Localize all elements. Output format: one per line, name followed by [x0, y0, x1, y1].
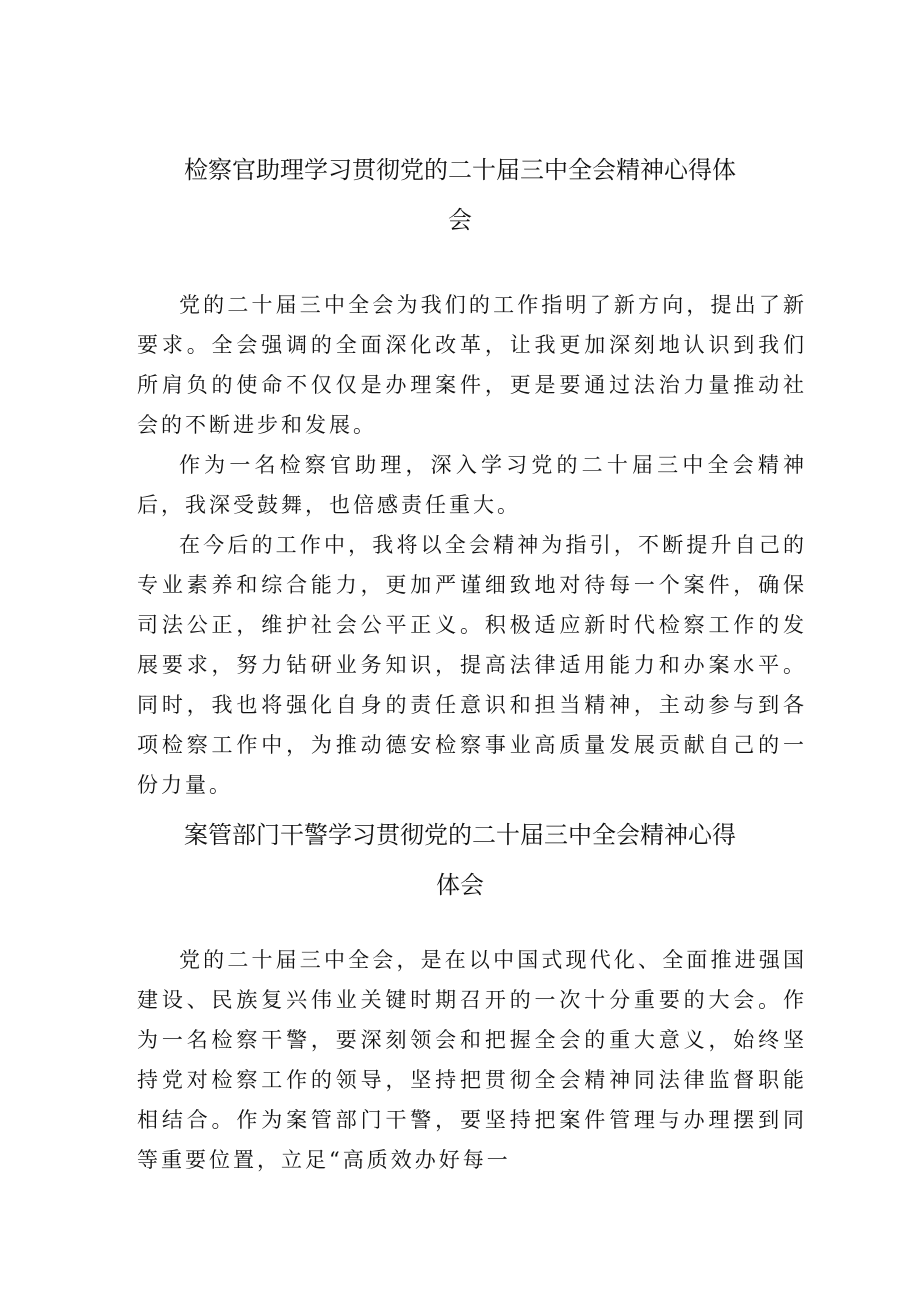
- article-1-title: [150, 145, 770, 245]
- article-1-title-line-1: 检察官助理学习贯彻党的二十届三中全会精神心得体: [184, 156, 736, 184]
- article-2-title-line-2: 体会: [436, 871, 484, 899]
- article-1-paragraph-2: 作为一名检察官助理，深入学习党的二十届三中全会精神后，我深受鼓舞，也倍感责任重大。: [137, 453, 807, 517]
- article-2-body: [137, 940, 807, 1180]
- article-1-title-line-2: 会: [448, 206, 472, 234]
- article-2-title: [150, 810, 770, 910]
- article-1-paragraph-1: 党的二十届三中全会为我们的工作指明了新方向，提出了新要求。全会强调的全面深化改革，让我更加深刻地认识到我们所肩负的使命不仅仅是办理案件，更是要通过法治力量推动社会的不断进步和发展。: [137, 293, 807, 437]
- article-2-paragraph-1: 党的二十届三中全会，是在以中国式现代化、全面推进强国建设、民族复兴伟业关键时期召开的一次十分重要的大会。作为一名检察干警，要深刻领会和把握全会的重大意义，始终坚持党对检察工作的领导，坚持把贯彻全会精神同法律监督职能相结合。作为案管部门干警，要坚持把案件管理与办理摆到同等重要位置，立足“高质效办好每一: [137, 948, 807, 1172]
- article-1-body: [137, 285, 807, 805]
- article-1-paragraph-3: 在今后的工作中，我将以全会精神为指引，不断提升自己的专业素养和综合能力，更加严谨细致地对待每一个案件，确保司法公正，维护社会公平正义。积极适应新时代检察工作的发展要求，努力钻研业务知识，提高法律适用能力和办案水平。同时，我也将强化自身的责任意识和担当精神，主动参与到各项检察工作中，为推动德安检察事业高质量发展贡献自己的一份力量。: [137, 533, 807, 797]
- article-2-title-line-1: 案管部门干警学习贯彻党的二十届三中全会精神心得: [184, 821, 736, 849]
